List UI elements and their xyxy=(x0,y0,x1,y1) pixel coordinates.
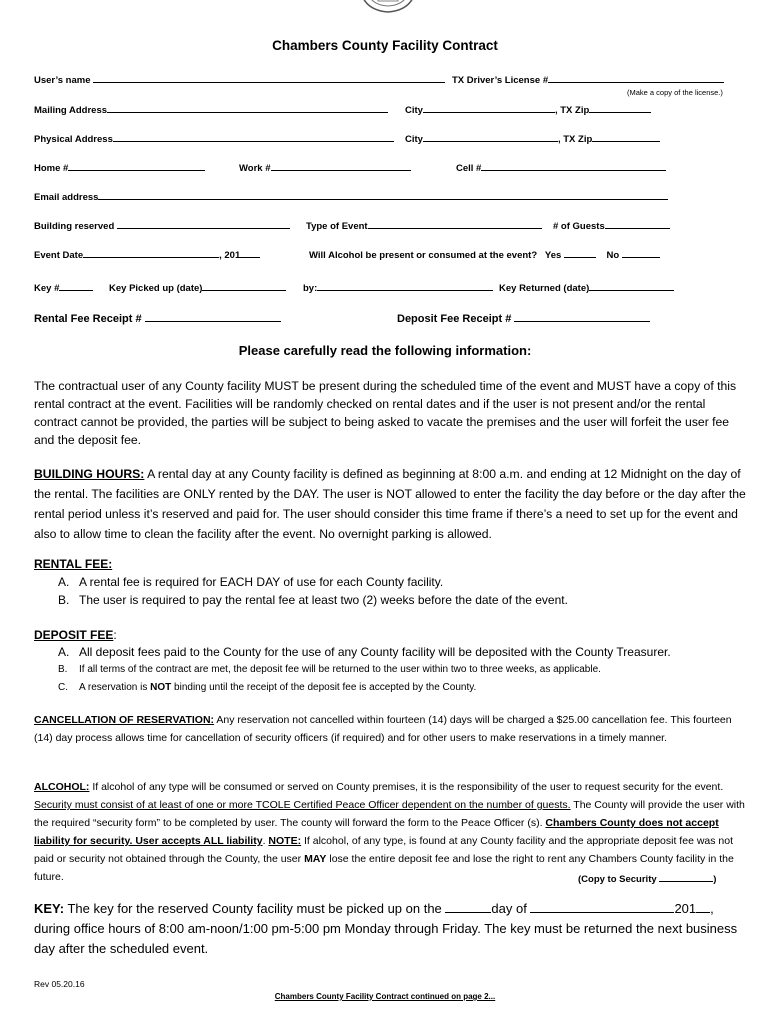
event-date-row xyxy=(34,247,260,261)
guests-label: # of Guests xyxy=(553,221,605,232)
work-field[interactable] xyxy=(271,160,411,171)
key-text: The key for the reserved County facility must be picked up on the xyxy=(64,901,446,916)
key-num-row xyxy=(34,280,93,294)
users-name-label: User’s name xyxy=(34,75,91,86)
intro-paragraph: The contractual user of any County facility MUST be present during the scheduled time of the event and MUST have a copy of this rental contract at the event. Facilities will be randomly checked on rental dates and if the user is not present and/or the rental contract cannot be provided, the parties will be subject to being asked to vacate the premises and the user will forfeit the user fee and the deposit fee. xyxy=(34,379,737,447)
rental-fee-item-b xyxy=(58,593,568,607)
deposit-fee-heading xyxy=(34,628,117,642)
rental-receipt-label: Rental Fee Receipt # xyxy=(34,313,142,325)
county-seal-logo xyxy=(356,0,420,14)
event-date-label: Event Date xyxy=(34,250,84,261)
rental-fee-heading: RENTAL FEE: xyxy=(34,557,113,571)
work-row xyxy=(239,160,411,174)
key-month-field[interactable] xyxy=(530,902,674,913)
key-text: day of xyxy=(491,901,531,916)
list-item-text: A reservation is xyxy=(79,682,151,693)
list-marker: B. xyxy=(58,593,70,607)
key-label: KEY: xyxy=(34,901,65,916)
event-date-field[interactable] xyxy=(83,247,219,258)
physical-row xyxy=(34,131,394,145)
list-item-text: If all terms of the contract are met, the deposit fee will be returned to the user within two to three weeks, as applicable. xyxy=(79,664,601,675)
building-label: Building reserved xyxy=(34,221,115,232)
home-field[interactable] xyxy=(68,160,205,171)
deposit-fee-item-c xyxy=(58,682,476,693)
revision-label: Rev 05.20.16 xyxy=(34,979,85,989)
city-label: City xyxy=(405,134,423,145)
email-label: Email address xyxy=(34,192,99,203)
list-item-text: The user is required to pay the rental fee at least two (2) weeks before the date of the event. xyxy=(79,593,568,607)
list-item-text: All deposit fees paid to the County for the use of any County facility will be deposited with the County Treasurer. xyxy=(79,645,671,659)
event-type-label: Type of Event xyxy=(306,221,368,232)
key-returned-field[interactable] xyxy=(589,280,674,291)
copy-close: ) xyxy=(713,874,717,885)
key-year-field[interactable] xyxy=(696,902,710,913)
cell-row xyxy=(456,160,666,174)
license-field[interactable] xyxy=(548,72,724,83)
rental-receipt-field[interactable] xyxy=(145,311,281,322)
email-row xyxy=(34,189,668,203)
physical-field[interactable] xyxy=(113,131,394,142)
key-picked-field[interactable] xyxy=(202,280,286,291)
list-item-text: A rental fee is required for EACH DAY of use for each County facility. xyxy=(79,575,444,589)
by-label: by: xyxy=(303,283,318,294)
key-returned-row xyxy=(499,280,674,294)
event-type-row xyxy=(306,218,542,232)
alcohol-yes-field[interactable] xyxy=(564,247,596,258)
alcohol-security-requirement: Security must consist of at least of one or more TCOLE Certified Peace Officer dependent on the number of guests. xyxy=(34,799,571,811)
alcohol-question: Will Alcohol be present or consumed at the event? xyxy=(309,250,538,261)
license-row xyxy=(452,72,724,86)
email-field[interactable] xyxy=(98,189,668,200)
key-day-field[interactable] xyxy=(445,902,491,913)
list-item-text: binding until the receipt of the deposit fee is accepted by the County. xyxy=(171,682,477,693)
deposit-receipt-field[interactable] xyxy=(514,311,650,322)
physical-city-row xyxy=(405,131,660,145)
deposit-receipt-label: Deposit Fee Receipt # xyxy=(397,313,512,325)
city-label: City xyxy=(405,105,423,116)
alcohol-question-row xyxy=(309,247,660,261)
deposit-receipt-row xyxy=(397,311,650,325)
alcohol-no-field[interactable] xyxy=(622,247,660,258)
alcohol-paragraph xyxy=(34,778,746,886)
copy-security-label: (Copy to Security xyxy=(578,874,657,885)
alcohol-text: lose the entire deposit fee and lose the right to rent any Chambers County facility in the future. xyxy=(34,853,734,883)
key-num-field[interactable] xyxy=(59,280,93,291)
home-row xyxy=(34,160,205,174)
key-text: , during office hours of 8:00 am-noon/1:00 pm-5:00 pm Monday through Friday. The key must be returned the next business day after the scheduled event. xyxy=(34,901,738,956)
key-num-label: Key # xyxy=(34,283,60,294)
physical-zip-field[interactable] xyxy=(592,131,660,142)
no-label: No xyxy=(606,250,620,261)
may-emphasis: MAY xyxy=(304,853,327,865)
key-year-prefix: 201 xyxy=(674,901,697,916)
by-row xyxy=(303,280,493,294)
yes-label: Yes xyxy=(544,250,562,261)
work-label: Work # xyxy=(239,163,271,174)
not-emphasis: NOT xyxy=(150,682,172,693)
continued-note: Chambers County Facility Contract continued on page 2... xyxy=(274,992,496,1001)
license-label: TX Driver’s License # xyxy=(452,75,549,86)
cancellation-paragraph xyxy=(34,711,746,747)
list-marker: C. xyxy=(58,682,68,693)
mailing-label: Mailing Address xyxy=(34,105,108,116)
mailing-row xyxy=(34,102,388,116)
cell-field[interactable] xyxy=(481,160,666,171)
copy-to-security xyxy=(578,871,716,885)
info-heading: Please carefully read the following information: xyxy=(238,343,532,358)
physical-city-field[interactable] xyxy=(423,131,558,142)
deposit-fee-item-a xyxy=(58,645,671,659)
building-hours-text: A rental day at any County facility is defined as beginning at 8:00 a.m. and ending at 12 Midnight on the day of the rental. The facilities are ONLY rented by the DAY. The user is NOT allowed to enter the facility the day before or the day after the rental period unless it’s reserved and paid for. The user should consider this time frame if there’s a need to set up for the event and also to allow time to clean the facility after the event. No overnight parking is allowed. xyxy=(34,467,746,541)
guests-field[interactable] xyxy=(605,218,670,229)
mailing-city-row xyxy=(405,102,651,116)
users-name-field[interactable] xyxy=(93,72,445,83)
event-year-field[interactable] xyxy=(240,247,260,258)
building-hours-paragraph xyxy=(34,464,746,544)
deposit-fee-label: DEPOSIT FEE xyxy=(34,628,114,642)
home-label: Home # xyxy=(34,163,69,174)
event-type-field[interactable] xyxy=(368,218,542,229)
list-marker: B. xyxy=(58,664,68,675)
key-paragraph xyxy=(34,899,746,959)
note-label: NOTE: xyxy=(268,835,302,847)
deposit-fee-colon: : xyxy=(113,628,117,642)
key-picked-label: Key Picked up (date) xyxy=(109,283,203,294)
by-field[interactable] xyxy=(317,280,493,291)
cancellation-text: Any reservation not cancelled within fourteen (14) days will be charged a $25.00 cancellation fee. This fourteen (14) day process allows time for cancellation of security officers (if required) and for other users to make reservations in a timely manner. xyxy=(34,714,732,744)
year-prefix: , 201 xyxy=(219,250,241,261)
alcohol-label: ALCOHOL: xyxy=(34,781,90,793)
license-note: (Make a copy of the license.) xyxy=(627,88,723,97)
key-picked-row xyxy=(109,280,286,294)
copy-security-field[interactable] xyxy=(659,871,713,882)
tx-zip-label: , TX Zip xyxy=(554,105,590,116)
users-name-row xyxy=(34,72,445,86)
physical-label: Physical Address xyxy=(34,134,113,145)
rental-receipt-row xyxy=(34,311,281,325)
guests-row xyxy=(553,218,670,232)
alcohol-text: If alcohol, of any type, is found at any County facility and the appropriate deposit fee was not paid or security not obtained through the County, the user xyxy=(34,835,734,865)
rental-fee-item-a xyxy=(58,575,443,589)
mailing-zip-field[interactable] xyxy=(589,102,651,113)
list-marker: A. xyxy=(58,645,70,659)
page-title: Chambers County Facility Contract xyxy=(272,38,498,53)
cancellation-label: CANCELLATION OF RESERVATION: xyxy=(34,714,215,726)
building-row xyxy=(34,218,290,232)
alcohol-text: . xyxy=(262,835,269,847)
liability-statement: Chambers County does not accept liability for security. User accepts ALL liability xyxy=(34,817,719,847)
building-field[interactable] xyxy=(117,218,290,229)
key-returned-label: Key Returned (date) xyxy=(499,283,590,294)
list-marker: A. xyxy=(58,575,70,589)
alcohol-text: If alcohol of any type will be consumed or served on County premises, it is the responsibility of the user to request security for the event. xyxy=(89,781,724,793)
tx-zip-label: , TX Zip xyxy=(557,134,593,145)
alcohol-text: The County will provide the user with the required “security form” to be completed by user. The county will forward the form to the Peace Officer (s). xyxy=(34,799,745,829)
deposit-fee-item-b xyxy=(58,664,601,675)
cell-label: Cell # xyxy=(456,163,482,174)
mailing-field[interactable] xyxy=(107,102,388,113)
building-hours-label: BUILDING HOURS: xyxy=(34,467,145,481)
mailing-city-field[interactable] xyxy=(423,102,555,113)
